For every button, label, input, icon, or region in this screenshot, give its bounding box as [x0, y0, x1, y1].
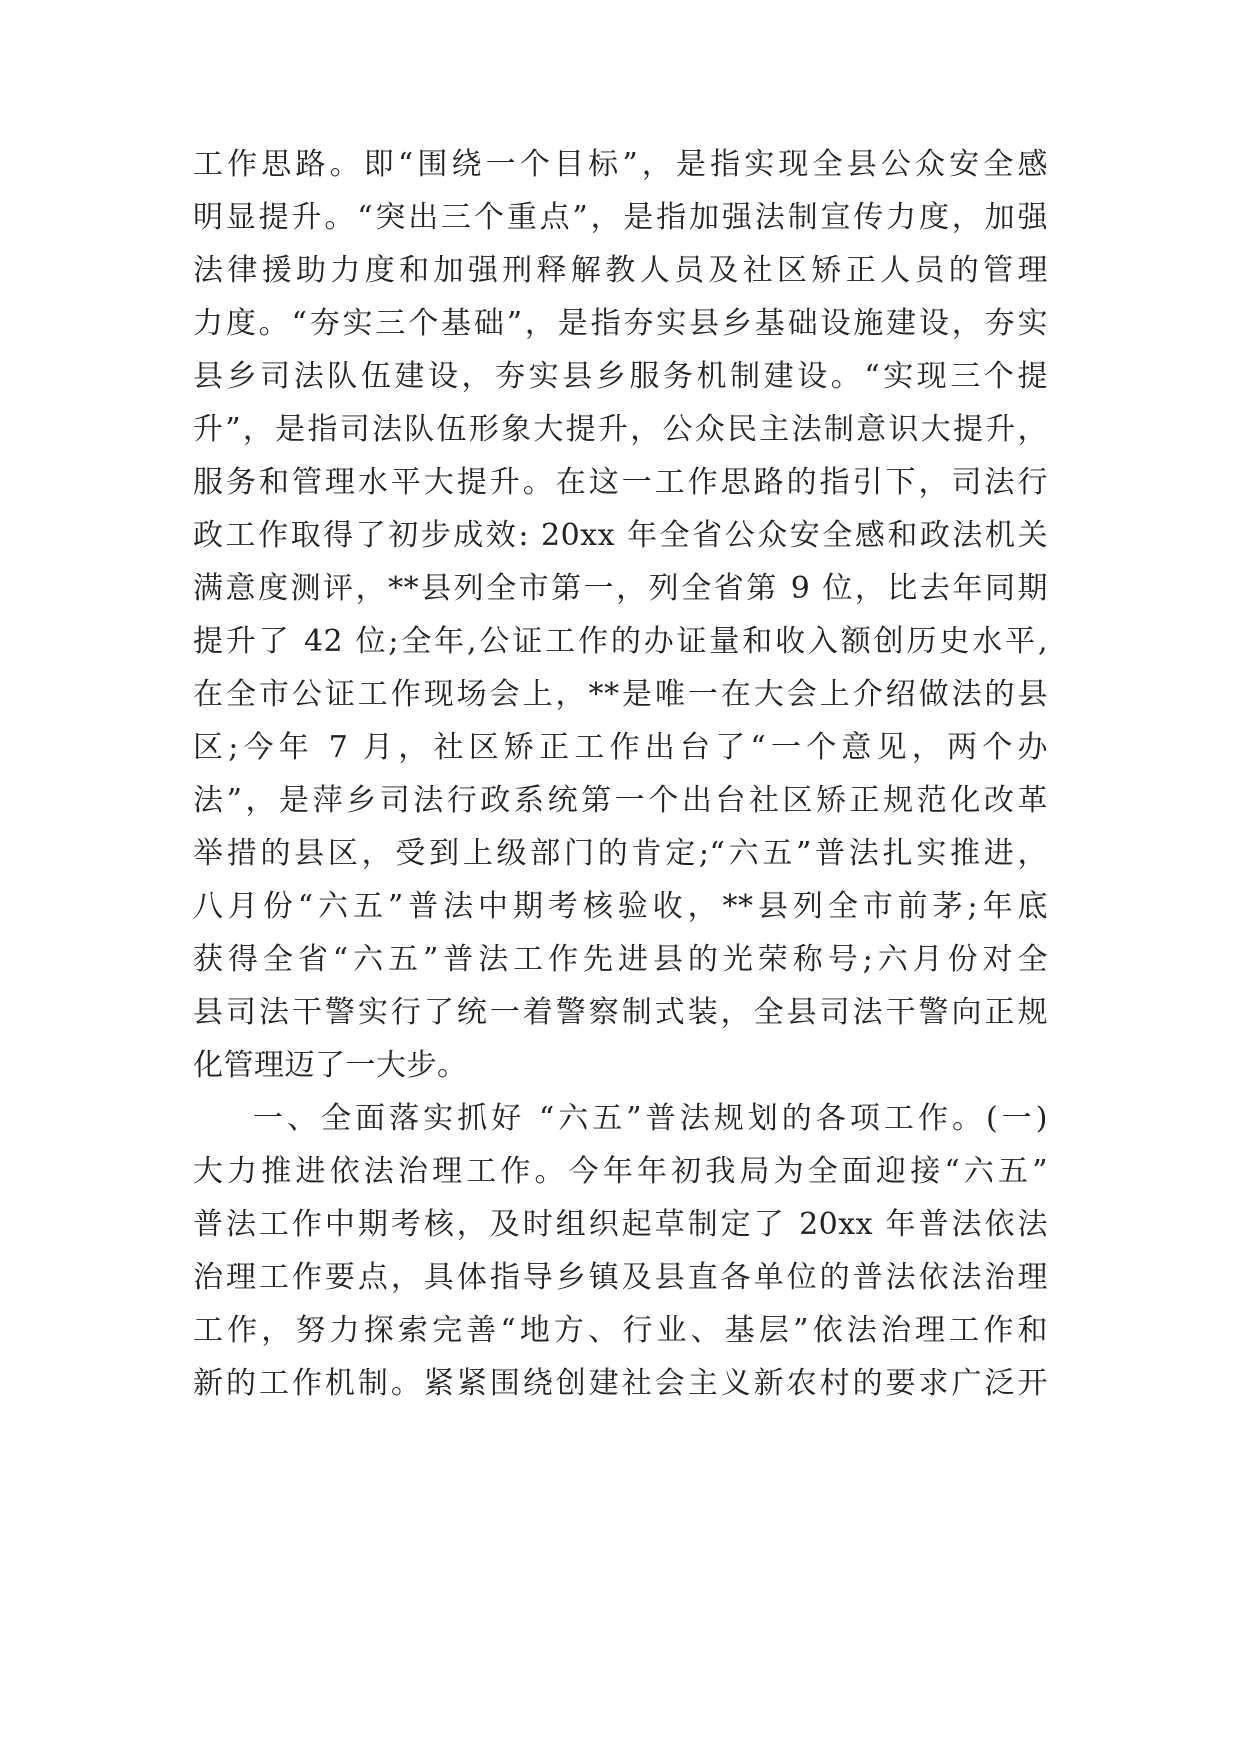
- paragraph-heading-line: 一、全面落实抓好 “六五”普法规划的各项工作。(一): [253, 1101, 1048, 1136]
- text-line: 在全市公证工作现场会上，**是唯一在大会上介绍做法的县: [193, 677, 1048, 712]
- text-line: 法律援助力度和加强刑释解教人员及社区矫正人员的管理: [193, 253, 1048, 288]
- text-line: 获得全省“六五”普法工作先进县的光荣称号;六月份对全: [193, 942, 1048, 977]
- text-line: 工作思路。即“围绕一个目标”，是指实现全县公众安全感: [193, 147, 1048, 182]
- text-line: 普法工作中期考核，及时组织起草制定了 20xx 年普法依法: [193, 1207, 1048, 1242]
- text-line: 明显提升。“突出三个重点”，是指加强法制宣传力度，加强: [193, 200, 1048, 235]
- text-line: 举措的县区，受到上级部门的肯定;“六五”普法扎实推进，: [193, 836, 1048, 871]
- text-line: 八月份“六五”普法中期考核验收，**县列全市前茅;年底: [193, 889, 1048, 924]
- text-line: 力度。“夯实三个基础”，是指夯实县乡基础设施建设，夯实: [193, 306, 1048, 341]
- text-line: 新的工作机制。紧紧围绕创建社会主义新农村的要求广泛开: [193, 1366, 1048, 1401]
- text-line: 工作，努力探索完善“地方、行业、基层”依法治理工作和: [193, 1313, 1048, 1348]
- text-line: 区;今年 7 月，社区矫正工作出台了“一个意见，两个办: [193, 730, 1048, 765]
- text-line: 满意度测评，**县列全市第一，列全省第 9 位，比去年同期: [193, 571, 1048, 606]
- text-line: 县司法干警实行了统一着警察制式装，全县司法干警向正规: [193, 995, 1048, 1030]
- text-line: 大力推进依法治理工作。今年年初我局为全面迎接“六五”: [193, 1154, 1048, 1189]
- text-line: 化管理迈了一大步。: [193, 1048, 468, 1083]
- text-line: 县乡司法队伍建设，夯实县乡服务机制建设。“实现三个提: [193, 359, 1048, 394]
- text-line: 提升了 42 位;全年,公证工作的办证量和收入额创历史水平,: [193, 624, 1048, 659]
- text-line: 法”，是萍乡司法行政系统第一个出台社区矫正规范化改革: [193, 783, 1048, 818]
- text-line: 服务和管理水平大提升。在这一工作思路的指引下，司法行: [193, 465, 1048, 500]
- text-line: 政工作取得了初步成效: 20xx 年全省公众安全感和政法机关: [193, 518, 1048, 553]
- text-line: 治理工作要点，具体指导乡镇及县直各单位的普法依法治理: [193, 1260, 1048, 1295]
- text-line: 升”，是指司法队伍形象大提升，公众民主法制意识大提升，: [193, 412, 1048, 447]
